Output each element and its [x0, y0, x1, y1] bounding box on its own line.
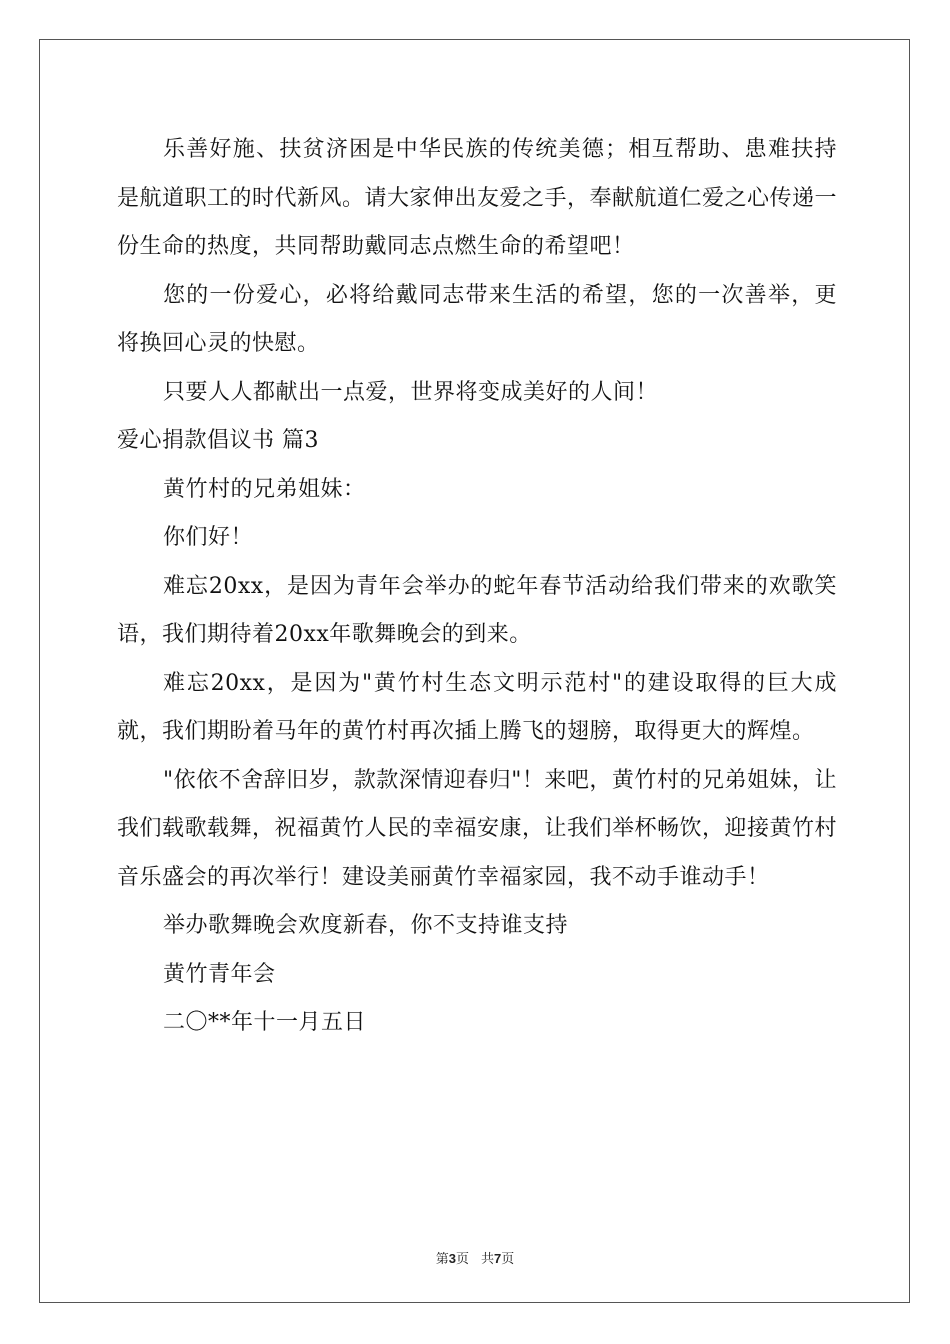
- greeting: 你们好！: [163, 525, 254, 550]
- paragraph-village-achievement: 难忘20xx，是因为"黄竹村生态文明示范村"的建设取得的巨大成就，我们期盼着马年的黄竹村再次插上腾飞的翅膀，取得更大的辉煌。: [117, 670, 837, 744]
- current-page-number: 3: [448, 1251, 456, 1266]
- page-suffix: 页: [455, 1252, 469, 1267]
- salutation: 黄竹村的兄弟姐妹：: [163, 476, 366, 502]
- page-prefix: 第: [435, 1252, 449, 1267]
- paragraph-festival: 难忘20xx，是因为青年会举办的蛇年春节活动给我们带来的欢歌笑语，我们期待着20xx年歌舞晚会的到来。: [117, 573, 837, 647]
- signature-date: 二〇**年十一月五日: [163, 1010, 367, 1035]
- page-footer: [0, 1248, 950, 1267]
- paragraph-kindness: 您的一份爱心，必将给戴同志带来生活的希望，您的一次善举，更将换回心灵的快慰。: [117, 282, 837, 356]
- paragraph-charity-virtue: 乐善好施、扶贫济困是中华民族的传统美德；相互帮助、患难扶持是航道职工的时代新风。请大家伸出友爱之手，奉献航道仁爱之心传递一份生命的热度，共同帮助戴同志点燃生命的希望吧！: [117, 137, 838, 259]
- total-prefix: 共: [481, 1252, 495, 1267]
- signature-organization: 黄竹青年会: [163, 961, 276, 987]
- paragraph-invitation: "依依不舍辞旧岁，款款深情迎春归"！来吧，黄竹村的兄弟姐妹，让我们载歌载舞，祝福黄竹人民的幸福安康，让我们举杯畅饮，迎接黄竹村音乐盛会的再次举行！建设美丽黄竹幸福家园，我不动手谁动手！: [117, 767, 838, 890]
- paragraph-love-world: 只要人人都献出一点爱，世界将变成美好的人间！: [163, 379, 659, 405]
- slogan: 举办歌舞晚会欢度新春，你不支持谁支持: [163, 913, 569, 938]
- total-suffix: 页: [501, 1252, 515, 1267]
- document-body: [117, 126, 837, 1048]
- section-heading: 爱心捐款倡议书 篇3: [117, 428, 319, 453]
- total-page-number: 7: [494, 1251, 502, 1266]
